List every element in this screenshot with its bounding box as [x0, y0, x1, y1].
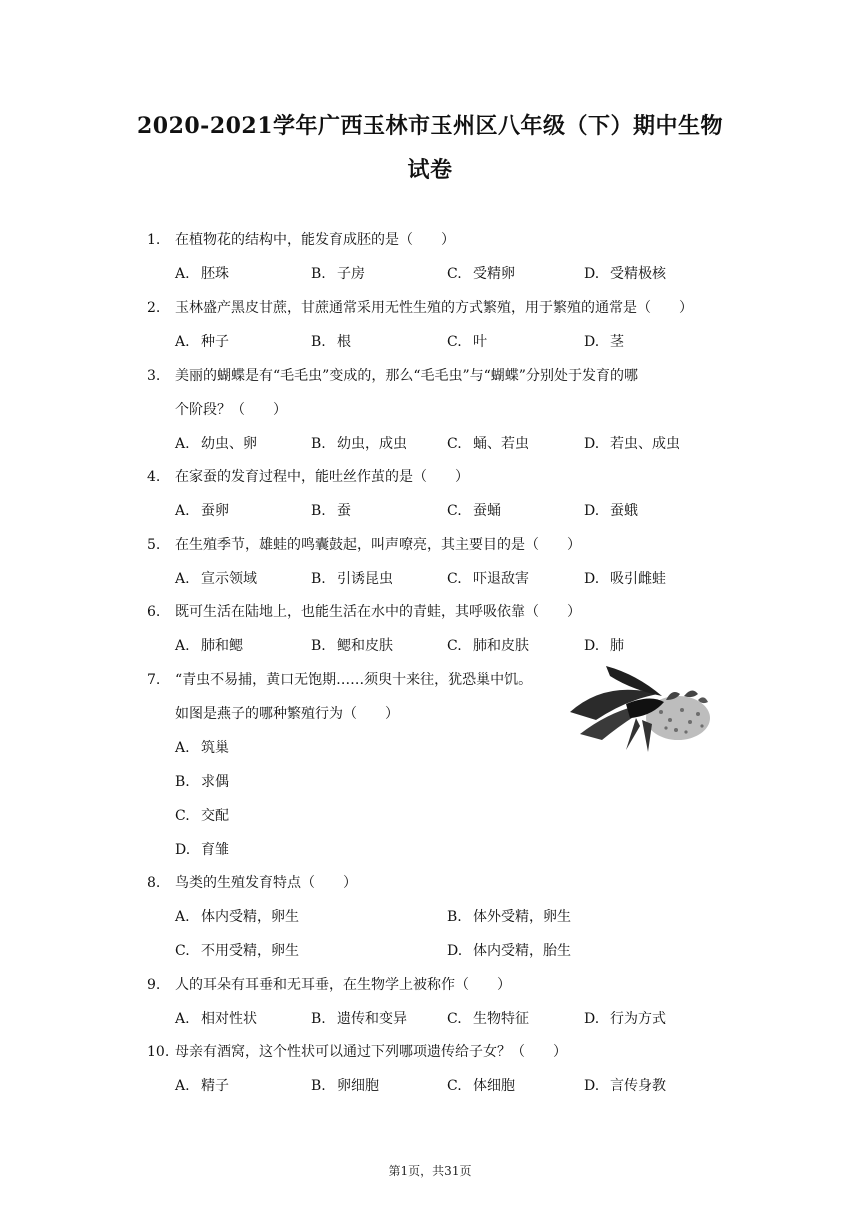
option-d: D. 吸引雌蛙 [584, 571, 666, 587]
option-d: D. 茎 [584, 334, 624, 350]
option-c: C. 不用受精，卵生 [175, 943, 299, 959]
question-number: 6. [147, 604, 161, 620]
option-b: B. 子房 [311, 266, 365, 282]
option-a: A. 幼虫、卵 [175, 436, 257, 452]
option-a: A. 胚珠 [175, 266, 229, 282]
option-c: C. 受精卵 [447, 266, 515, 282]
option-d: D. 言传身教 [584, 1078, 666, 1094]
option-a: A. 相对性状 [175, 1011, 257, 1027]
page-footer: 第1页，共31页 [388, 1164, 472, 1178]
question-text: 既可生活在陆地上，也能生活在水中的青蛙，其呼吸依靠（ ） [175, 604, 581, 620]
options-8-row1 [175, 907, 735, 927]
question-number: 5. [147, 537, 161, 553]
option-a: A. 精子 [175, 1078, 229, 1094]
options-8-row2 [175, 941, 735, 961]
option-c: C. 体细胞 [447, 1078, 515, 1094]
options-2 [175, 332, 735, 352]
option-c: C. 蛹、若虫 [447, 436, 529, 452]
page-title: 2020-2021学年广西玉林市玉州区八年级（下）期中生物 [136, 113, 724, 139]
swallow-nest-illustration [566, 660, 714, 752]
question-text: 母亲有酒窝，这个性状可以通过下列哪项遗传给子女？（ ） [175, 1044, 567, 1060]
question-text: 玉林盛产黑皮甘蔗，甘蔗通常采用无性生殖的方式繁殖，用于繁殖的通常是（ ） [175, 300, 693, 316]
question-text: 人的耳朵有耳垂和无耳垂，在生物学上被称作（ ） [175, 977, 511, 993]
question-number: 8. [147, 875, 161, 891]
option-d: D. 体内受精，胎生 [447, 943, 571, 959]
question-number: 9. [147, 977, 161, 993]
question-number: 10. [147, 1044, 170, 1060]
option-c: C. 蚕蛹 [447, 503, 501, 519]
option-b: B. 引诱昆虫 [311, 571, 393, 587]
option-d: D. 蚕蛾 [584, 503, 638, 519]
question-number: 1. [147, 232, 161, 248]
option-a: A. 宣示领域 [175, 571, 257, 587]
option-7d: D. 育雏 [175, 842, 229, 858]
page-title-line2: 试卷 [407, 157, 453, 183]
option-7b: B. 求偶 [175, 774, 229, 790]
question-text-cont: 如图是燕子的哪种繁殖行为（ ） [175, 706, 399, 722]
question-text: 在植物花的结构中，能发育成胚的是（ ） [175, 232, 455, 248]
option-b: B. 蚕 [311, 503, 351, 519]
option-c: C. 叶 [447, 334, 487, 350]
option-a: A. 肺和鳃 [175, 638, 243, 654]
option-a: A. 种子 [175, 334, 229, 350]
question-text: 在家蚕的发育过程中，能吐丝作茧的是（ ） [175, 469, 469, 485]
question-text: 在生殖季节，雄蛙的鸣囊鼓起，叫声嘹亮，其主要目的是（ ） [175, 537, 581, 553]
question-text: 鸟类的生殖发育特点（ ） [175, 875, 357, 891]
question-text-cont: 个阶段？（ ） [175, 402, 287, 418]
options-3 [175, 434, 735, 454]
option-d: D. 行为方式 [584, 1011, 666, 1027]
option-d: D. 若虫、成虫 [584, 436, 680, 452]
option-c: C. 生物特征 [447, 1011, 529, 1027]
option-b: B. 体外受精，卵生 [447, 909, 571, 925]
option-a: A. 体内受精，卵生 [175, 909, 299, 925]
option-d: D. 肺 [584, 638, 624, 654]
question-text: 美丽的蝴蝶是有“毛毛虫”变成的，那么“毛毛虫”与“蝴蝶”分别处于发育的哪 [175, 368, 638, 384]
question-number: 4. [147, 469, 161, 485]
question-text: “青虫不易捕，黄口无饱期……须臾十来往，犹恐巢中饥。 [175, 672, 533, 688]
option-7a: A. 筑巢 [175, 740, 229, 756]
option-b: B. 根 [311, 334, 351, 350]
option-c: C. 肺和皮肤 [447, 638, 529, 654]
options-1 [175, 264, 735, 284]
question-number: 3. [147, 368, 161, 384]
options-6 [175, 636, 735, 656]
options-9 [175, 1009, 735, 1029]
option-b: B. 鳃和皮肤 [311, 638, 393, 654]
option-a: A. 蚕卵 [175, 503, 229, 519]
question-number: 7. [147, 672, 161, 688]
option-b: B. 遗传和变异 [311, 1011, 407, 1027]
option-d: D. 受精极核 [584, 266, 666, 282]
options-5 [175, 569, 735, 589]
option-b: B. 卵细胞 [311, 1078, 379, 1094]
question-number: 2. [147, 300, 161, 316]
option-b: B. 幼虫，成虫 [311, 436, 407, 452]
options-4 [175, 501, 735, 521]
options-10 [175, 1076, 735, 1096]
option-c: C. 吓退敌害 [447, 571, 529, 587]
option-7c: C. 交配 [175, 808, 229, 824]
